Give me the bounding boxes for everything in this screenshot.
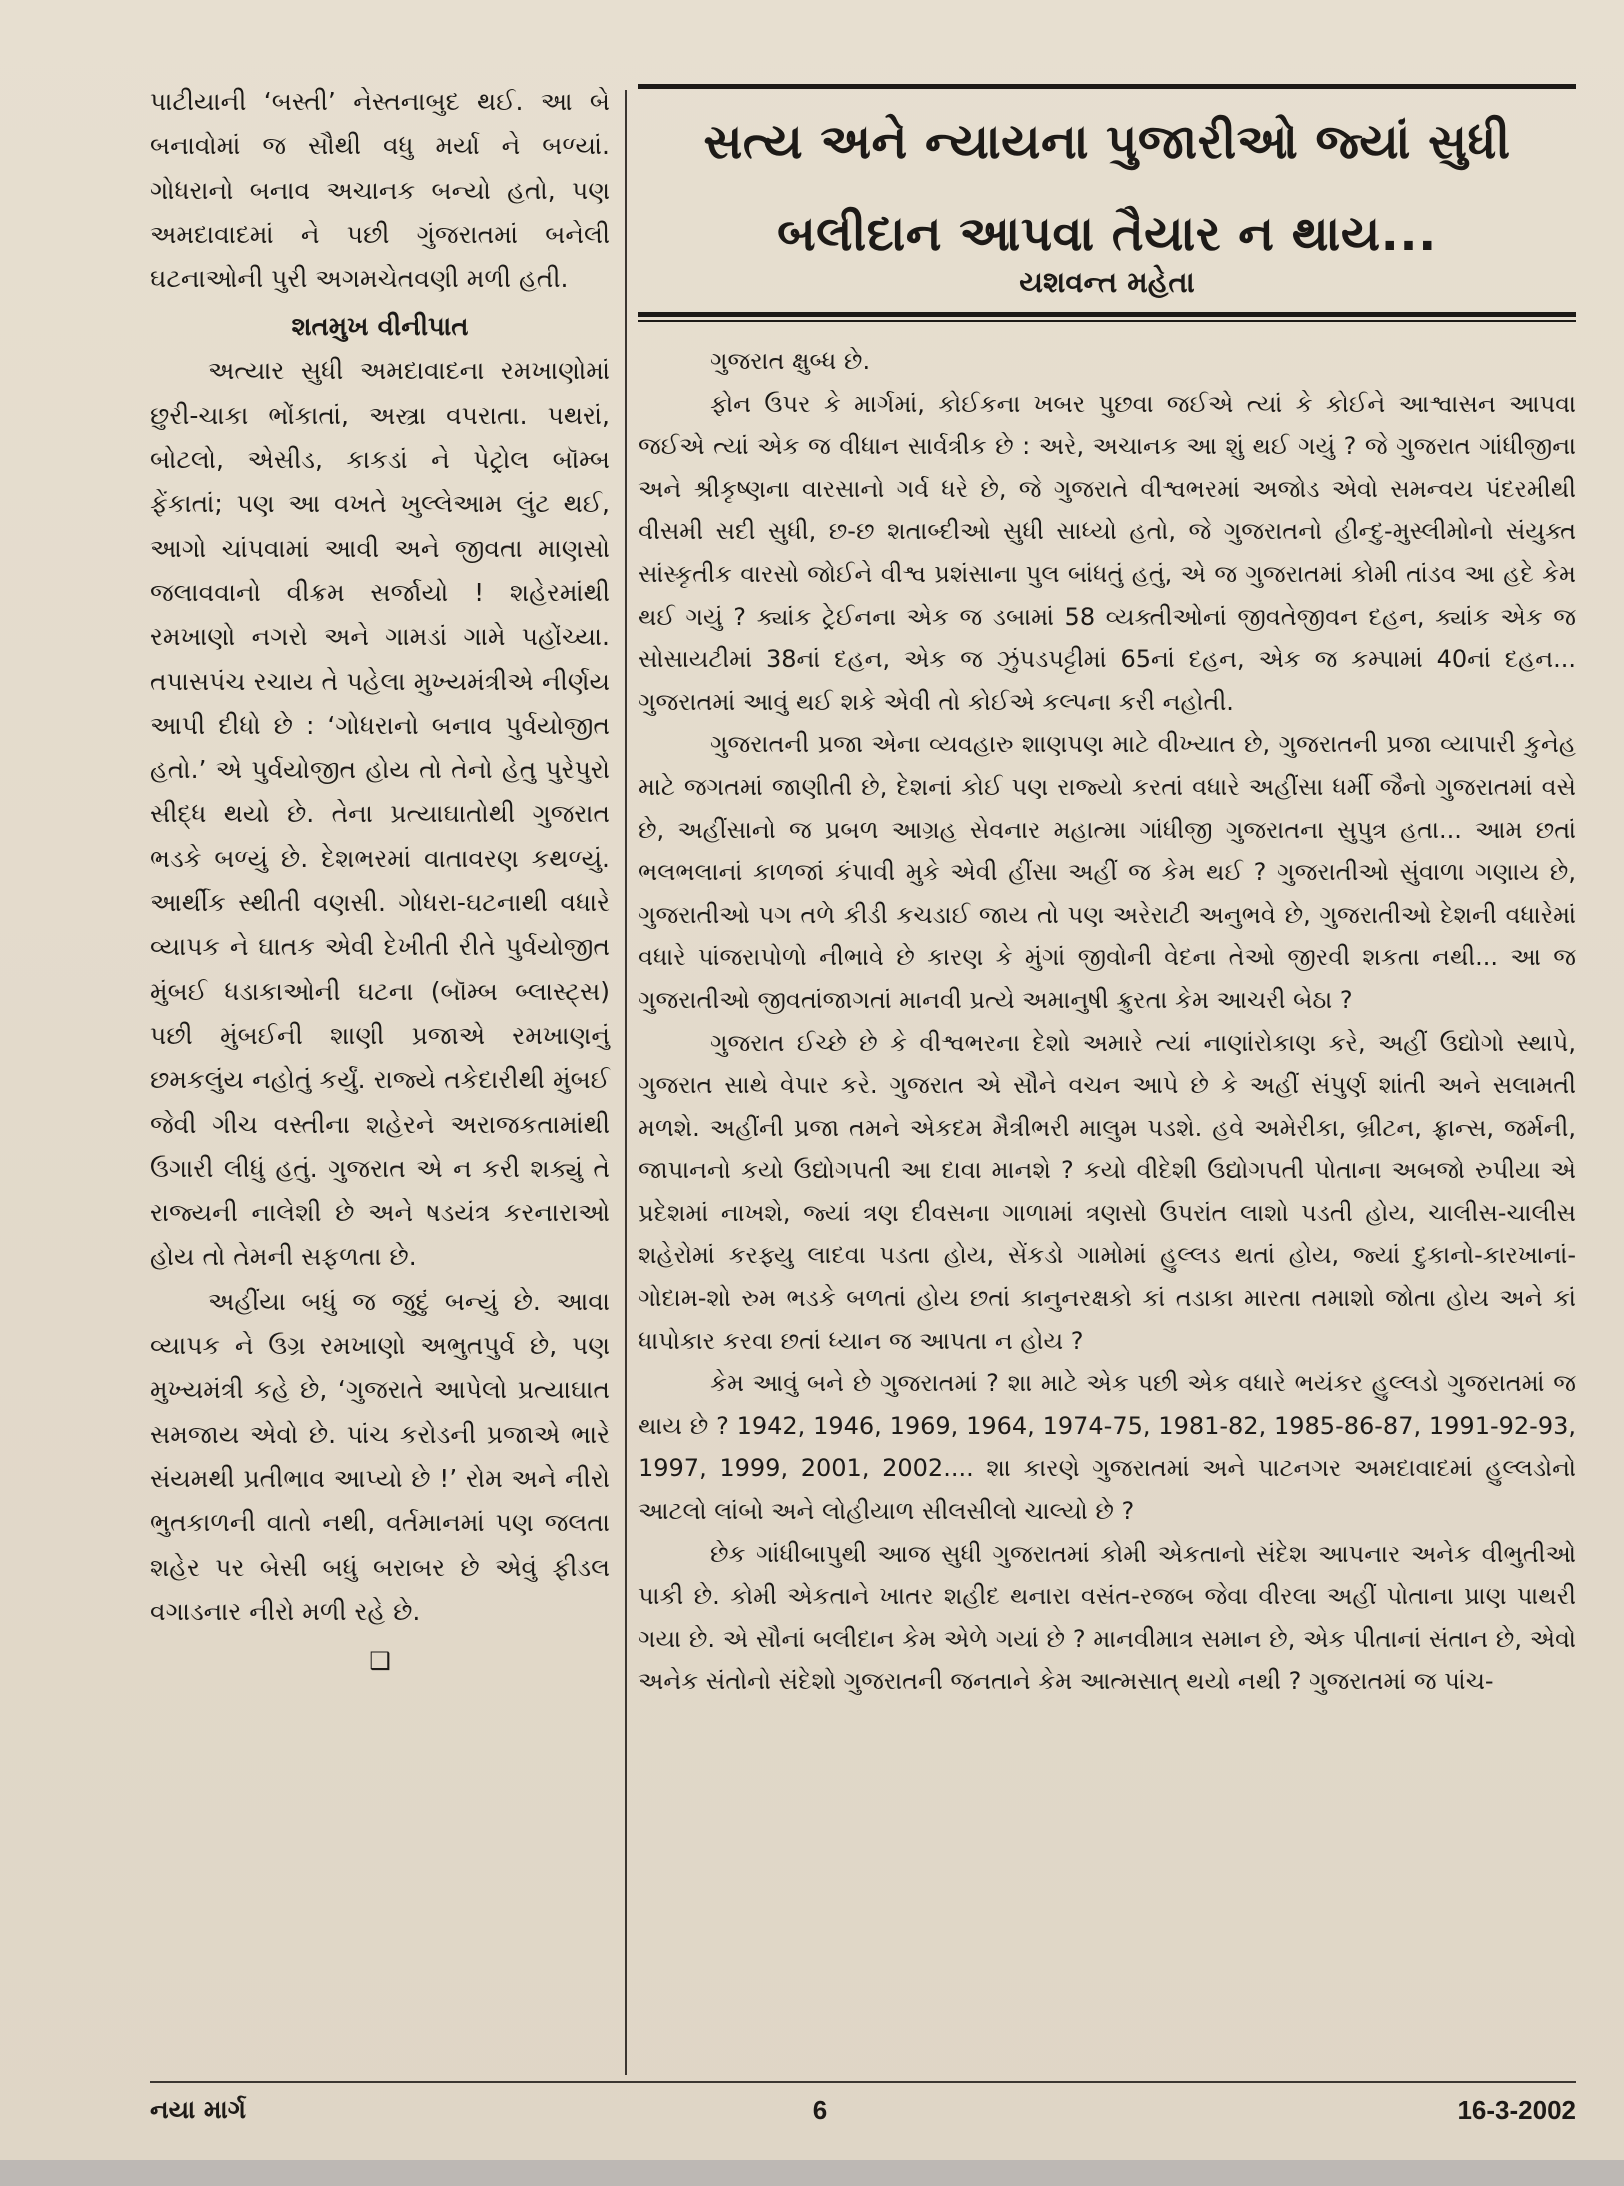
left-para-3: અહીંયા બધું જ જુદું બન્યું છે. આવા વ્યાપક ને ઉગ્ર રમખાણો અભુતપુર્વ છે, પણ મુખ્યમંત્રી કહે છે, ‘ગુજરાતે આપેલો પ્રત્યાઘાત સમજાય એવો છે. પાંચ કરોડની પ્રજાએ ભારે સંયમથી પ્રતીભાવ આપ્યો છે !’ રોમ અને નીરો ભુતકાળની વાતો નથી, વર્તમાનમાં પણ જલતા શહેર પર બેસી બધું બરાબર છે એવું ફીડલ વગાડનાર નીરો મળી રહે છે. — [150, 1286, 610, 1626]
left-para-2: અત્યાર સુધી અમદાવાદના રમખાણોમાં છુરી-ચાકા ભોંકાતાં, અસ્ત્રા વપરાતા. પથરાં, બોટલો, એસીડ, કાકડાં ને પેટ્રોલ બૉમ્બ ફેંકાતાં; પણ આ વખતે ખુલ્લેઆમ લુંટ થઈ, આગો ચાંપવામાં આવી અને જીવતા માણસો જલાવવાનો વીક્રમ સર્જાયો ! શહેરમાંથી રમખાણો નગરો અને ગામડાં ગામે પહોંચ્યા. તપાસપંચ રચાય તે પહેલા મુખ્યમંત્રીએ નીર્ણય આપી દીધો છે : ‘ગોધરાનો બનાવ પુર્વયોજીત હતો.’ એ પુર્વયોજીત હોય તો તેનો હેતુ પુરેપુરો સીદ્ધ થયો છે. તેના પ્રત્યાઘાતોથી ગુજરાત ભડકે બળ્યું છે. દેશભરમાં વાતાવરણ કથળ્યું. આર્થીક સ્થીતી વણસી. ગોધરા-ઘટનાથી વધારે વ્યાપક ને ઘાતક એવી દેખીતી રીતે પુર્વયોજીત મુંબઈ ધડાકાઓની ઘટના (બૉમ્બ બ્લાસ્ટ્સ) પછી મુંબઈની શાણી પ્રજાએ રમખાણનું છમકલુંય નહોતું કર્યું. રાજ્યે તકેદારીથી મુંબઈ જેવી ગીચ વસ્તીના શહેરને અરાજકતામાંથી ઉગારી લીધું હતું. ગુજરાત એ ન કરી શક્યું તે રાજ્યની નાલેશી છે અને ષડયંત્ર કરનારાઓ હોય તો તેમની સફળતા છે. — [150, 356, 610, 1272]
left-column — [150, 80, 610, 1676]
right-para-3: ગુજરાતની પ્રજા એના વ્યવહારુ શાણપણ માટે વીખ્યાત છે, ગુજરાતની પ્રજા વ્યાપારી કુનેહ માટે જગતમાં જાણીતી છે, દેશનાં કોઈ પણ રાજ્યો કરતાં વધારે અહીંસા ધર્મી જૈનો ગુજરાતમાં વસે છે, અહીંસાનો જ પ્રબળ આગ્રહ સેવનાર મહાત્મા ગાંધીજી ગુજરાતના સુપુત્ર હતા... આમ છતાં ભલભલાનાં કાળજાં કંપાવી મુકે એવી હીંસા અહીં જ કેમ થઈ ? ગુજરાતીઓ સુંવાળા ગણાય છે, ગુજરાતીઓ પગ તળે કીડી કચડાઈ જાય તો પણ અરેરાટી અનુભવે છે, ગુજરાતીઓ દેશની વધારેમાં વધારે પાંજરાપોળો નીભાવે છે કારણ કે મુંગાં જીવોની વેદના તેઓ જીરવી શકતા નથી... આ જ ગુજરાતીઓ જીવતાંજાગતાં માનવી પ્રત્યે અમાનુષી ક્રુરતા કેમ આચરી બેઠા ? — [638, 730, 1576, 1014]
column-separator — [625, 90, 627, 2075]
header-bottom-rule-thin — [638, 320, 1576, 322]
right-para-1: ગુજરાત ક્ષુબ્ધ છે. — [710, 347, 871, 375]
header-bottom-rule — [638, 312, 1576, 317]
left-para-1: પાટીયાની ‘બસ્તી’ નેસ્તનાબુદ થઈ. આ બે બનાવોમાં જ સૌથી વધુ મર્યા ને બળ્યાં. ગોધરાનો બનાવ અચાનક બન્યો હતો, પણ અમદાવાદમાં ને પછી ગુંજરાતમાં બનેલી ઘટનાઓની પુરી અગમચેતવણી મળી હતી. — [150, 87, 610, 294]
right-para-4: ગુજરાત ઈચ્છે છે કે વીશ્વભરના દેશો અમારે ત્યાં નાણાંરોકાણ કરે, અહીં ઉદ્યોગો સ્થાપે, ગુજરાત સાથે વેપાર કરે. ગુજરાત એ સૌને વચન આપે છે કે અહીં સંપુર્ણ શાંતી અને સલામતી મળશે. અહીંની પ્રજા તમને એકદમ મૈત્રીભરી માલુમ પડશે. હવે અમેરીકા, બ્રીટન, ફ્રાન્સ, જર્મની, જાપાનનો કયો ઉદ્યોગપતી આ દાવા માનશે ? કયો વીદેશી ઉદ્યોગપતી પોતાના અબજો રુપીયા એ પ્રદેશમાં નાખશે, જ્યાં ત્રણ દીવસના ગાળામાં ત્રણસો ઉપરાંત લાશો પડતી હોય, ચાલીસ-ચાલીસ શહેરોમાં કરફ્યુ લાદવા પડતા હોય, સેંકડો ગામોમાં હુલ્લડ થતાં હોય, જ્યાં દુકાનો-કારખાનાં-ગોદામ-શો રુમ ભડકે બળતાં હોય છતાં કાનુનરક્ષકો કાં તડાકા મારતા તમાશો જોતા હોય અને કાં ધાપોકાર કરવા છતાં ધ્યાન જ આપતા ન હોય ? — [638, 1028, 1576, 1355]
right-para-2: ફોન ઉપર કે માર્ગમાં, કોઈકના ખબર પુછવા જઈએ ત્યાં કે કોઈને આશ્વાસન આપવા જઈએ ત્યાં એક જ વીધાન સાર્વત્રીક છે : અરે, અચાનક આ શું થઈ ગયું ? જે ગુજરાત ગાંધીજીના અને શ્રીકૃષ્ણના વારસાનો ગર્વ ધરે છે, જે ગુજરાતે વીશ્વભરમાં અજોડ એવો સમન્વય પંદરમીથી વીસમી સદી સુધી, છ-છ શતાબ્દીઓ સુધી સાધ્યો હતો, જે ગુજરાતનો હીન્દુ-મુસ્લીમોનો સંયુક્ત સાંસ્કૃતીક વારસો જોઈને વીશ્વ પ્રશંસાના પુલ બાંધતું હતું, એ જ ગુજરાતમાં કોમી તાંડવ આ હદે કેમ થઈ ગયું ? ક્યાંક ટ્રેઈનના એક જ ડબામાં 58 વ્યક્તીઓનાં જીવતેજીવન દહન, ક્યાંક એક જ સોસાયટીમાં 38નાં દહન, એક જ ઝુંપડપટ્ટીમાં 65નાં દહન, એક જ કમ્પામાં 40નાં દહન... ગુજરાતમાં આવું થઈ શકે એવી તો કોઈએ કલ્પના કરી નહોતી. — [638, 389, 1576, 716]
issue-date: 16-3-2002 — [1457, 2095, 1576, 2125]
publication-name: નયા માર્ગ — [150, 2095, 246, 2124]
right-column — [638, 340, 1576, 1703]
article-author: યશવન્ત મહેતા — [1019, 265, 1195, 299]
page-number: 6 — [812, 2095, 828, 2125]
right-para-6: છેક ગાંધીબાપુથી આજ સુધી ગુજરાતમાં કોમી એકતાનો સંદેશ આપનાર અનેક વીભુતીઓ પાકી છે. કોમી એકતાને ખાતર શહીદ થનારા વસંત-રજબ જેવા વીરલા અહીં પોતાના પ્રાણ પાથરી ગયા છે. એ સૌનાં બલીદાન કેમ એળે ગયાં છે ? માનવીમાત્ર સમાન છે, એક પીતાનાં સંતાન છે, એવો અનેક સંતોનો સંદેશો ગુજરાતની જનતાને કેમ આત્મસાત્ થયો નથી ? ગુજરાતમાં જ પાંચ- — [638, 1539, 1576, 1696]
header-top-rule — [638, 84, 1576, 89]
scan-bottom-strip — [0, 2160, 1624, 2186]
article-headline — [638, 96, 1576, 280]
footer-rule — [150, 2081, 1576, 2083]
right-para-5: કેમ આવું બને છે ગુજરાતમાં ? શા માટે એક પછી એક વધારે ભયંકર હુલ્લડો ગુજરાતમાં જ થાય છે ? 1942, 1946, 1969, 1964, 1974-75, 1981-82, 1985-86-87, 1991-92-93, 1997, 1999, 2001, 2002.... શા કારણે ગુજરાતમાં અને પાટનગર અમદાવાદમાં હુલ્લડોનો આટલો લાંબો અને લોહીયાળ સીલસીલો ચાલ્યો છે ? — [638, 1369, 1576, 1526]
end-mark: ❑ — [369, 1647, 391, 1676]
headline-line-1: સત્ય અને ન્યાયના પુજારીઓ જ્યાં સુધી — [703, 114, 1511, 170]
subheading: શતમુખ વીનીપાત — [291, 312, 469, 343]
headline-line-2: બલીદાન આપવા તૈયાર ન થાય... — [777, 206, 1437, 262]
